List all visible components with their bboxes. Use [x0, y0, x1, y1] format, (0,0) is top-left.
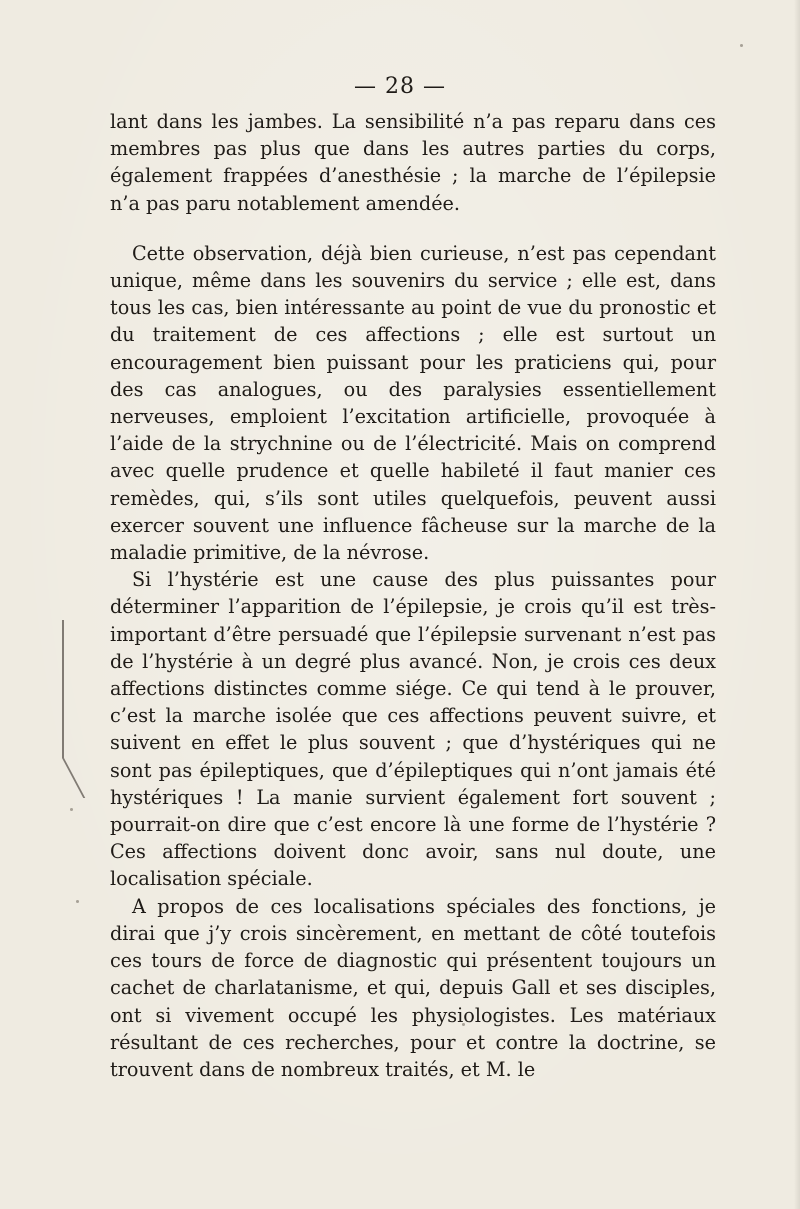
paragraph-4: A propos de ces localisations spéciales des fonctions, je dirai que j’y crois sincèrement, en mettant de côté toutefois ces tours de force de diagnostic qui présentent toujours un cachet de charlatanisme, et qui, depuis Gall et ses disciples, ont si vivement occupé les physiologistes. Les matériaux résultant de ces recherches, pour et contre la doctrine, se trouvent dans de nombreux traités, et M. le: [110, 894, 716, 1081]
body-text: [110, 108, 716, 1083]
paper-speck: [76, 900, 79, 903]
paper-speck: [740, 44, 743, 47]
page-edge-shadow: [794, 0, 800, 1209]
paper-speck: [462, 1023, 465, 1026]
margin-pencil-hook: [62, 758, 109, 798]
page-number: — 28 —: [354, 74, 446, 99]
paragraph-3: Si l’hystérie est une cause des plus puissantes pour déterminer l’apparition de l’épilepsie, je crois qu’il est très-important d’être persuadé que l’épilepsie survenant n’est pas de l’hystérie à un degré plus avancé. Non, je crois ces deux affections distinctes comme siége. Ce qui tend à le prouver, c’est la marche isolée que ces affections peuvent suivre, et suivent en effet le plus souvent ; que d’hystériques qui ne sont pas épileptiques, que d’épileptiques qui n’ont jamais été hystériques ! La manie survient également fort souvent ; pourrait-on dire que c’est encore là une forme de l’hystérie ? Ces affections doivent donc avoir, sans nul doute, une localisation spéciale.: [110, 568, 716, 891]
paragraph-2: Cette observation, déjà bien curieuse, n’est pas cependant unique, même dans les souvenirs du service ; elle est, dans tous les cas, bien intéressante au point de vue du pronostic et du traitement de ces affections ; elle est surtout un encouragement bien puissant pour les praticiens qui, pour des cas analogues, ou des paralysies essentiellement nerveuses, emploient l’excitation artificielle, provoquée à l’aide de la strychnine ou de l’électricité. Mais on comprend avec quelle prudence et quelle habileté il faut manier ces remèdes, qui, s’ils sont utiles quelquefois, peuvent aussi exercer souvent une influence fâcheuse sur la marche de la maladie primitive, de la névrose.: [110, 241, 716, 565]
paragraph-1: lant dans les jambes. La sensibilité n’a pas reparu dans ces membres pas plus que dans les autres parties du corps, également frappées d’anesthésie ; la marche de l’épilepsie n’a pas paru notablement amendée.: [110, 110, 716, 215]
paper-speck: [70, 808, 73, 811]
margin-pencil-mark: [62, 620, 64, 758]
paper-speck: [597, 523, 600, 526]
